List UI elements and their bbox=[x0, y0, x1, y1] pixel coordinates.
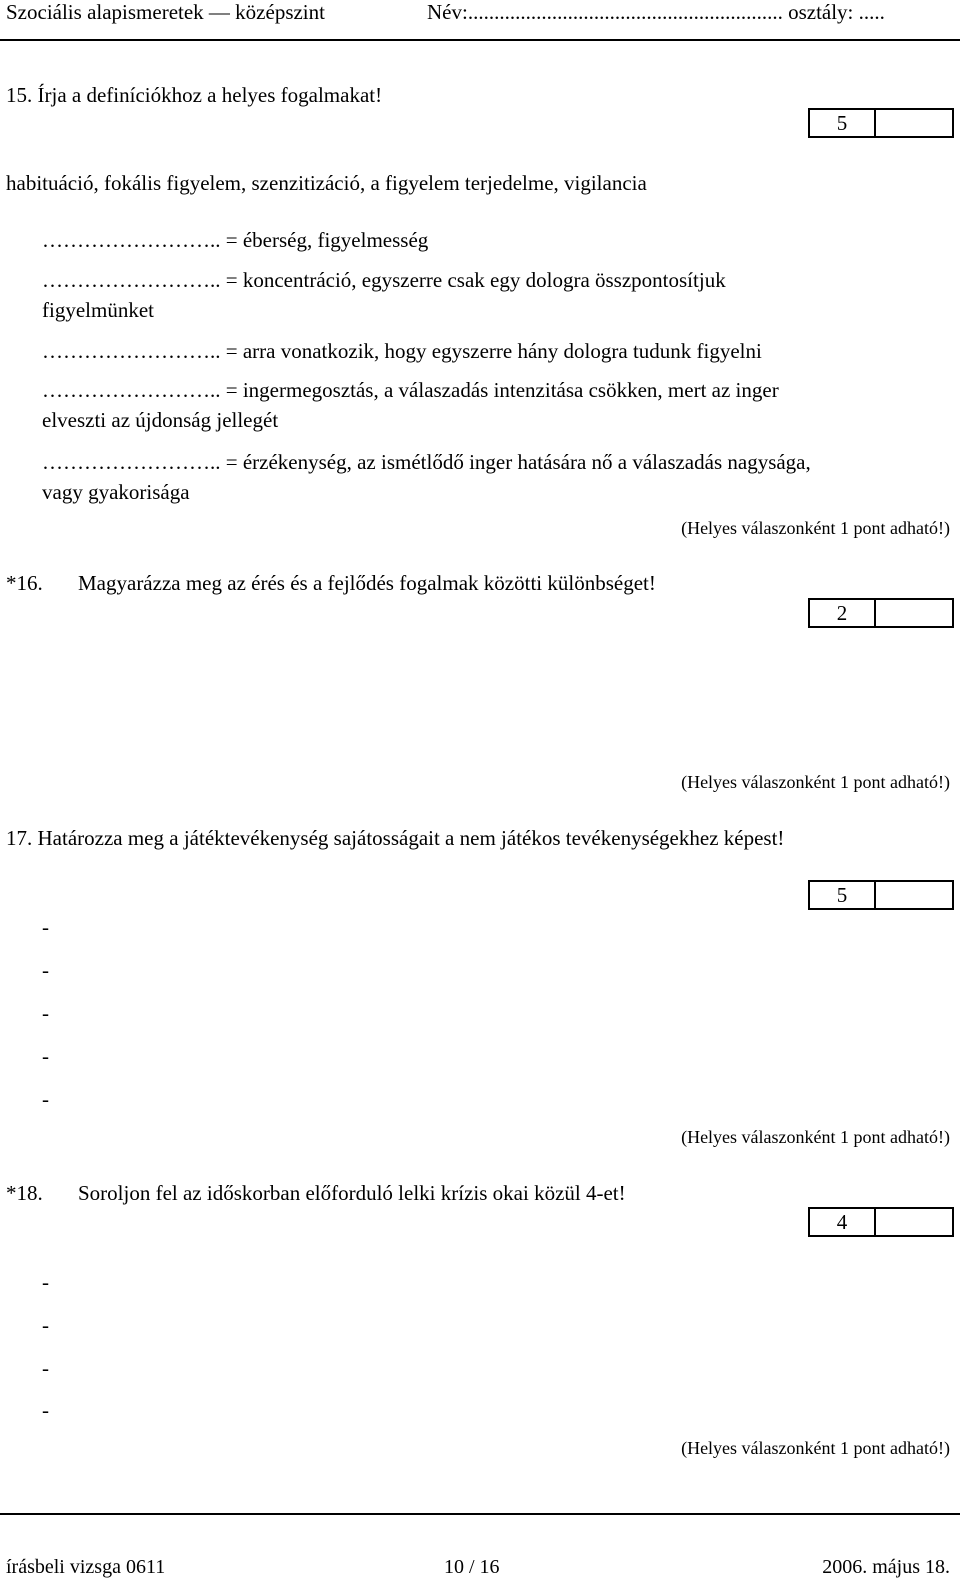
q17-answer-line-4[interactable]: - bbox=[42, 1044, 49, 1068]
q16-score-blank[interactable] bbox=[876, 600, 952, 626]
footer-page-number: 10 / 16 bbox=[444, 1556, 500, 1578]
q17-scoring-note: (Helyes válaszonként 1 pont adható!) bbox=[681, 1127, 950, 1147]
footer-date: 2006. május 18. bbox=[822, 1556, 950, 1578]
q18-scoring-note: (Helyes válaszonként 1 pont adható!) bbox=[681, 1438, 950, 1458]
q18-answer-line-1[interactable]: - bbox=[42, 1270, 49, 1294]
header-name-field: Név:............................................................ osztály: ..... bbox=[427, 0, 885, 24]
q17-title: 17. Határozza meg a játéktevékenység sajátosságait a nem játékos tevékenységekhez képest! bbox=[6, 826, 785, 850]
q17-answer-line-3[interactable]: - bbox=[42, 1001, 49, 1025]
q15-item-4-cont: elveszti az újdonság jellegét bbox=[42, 408, 279, 432]
q15-title: 15. Írja a definíciókhoz a helyes fogalmakat! bbox=[6, 83, 383, 107]
q15-item-2[interactable]: …………………….. = koncentráció, egyszerre csak egy dologra összpontosítjuk bbox=[42, 268, 726, 292]
q15-item-4[interactable]: …………………….. = ingermegosztás, a válaszadás intenzitása csökken, mert az inger bbox=[42, 378, 779, 402]
q17-answer-line-1[interactable]: - bbox=[42, 915, 49, 939]
q15-word-bank: habituáció, fokális figyelem, szenzitizáció, a figyelem terjedelme, vigilancia bbox=[6, 171, 647, 195]
q16-points: 2 bbox=[810, 600, 876, 626]
q15-item-2-cont: figyelmünket bbox=[42, 298, 154, 322]
q15-item-5-cont: vagy gyakorisága bbox=[42, 480, 190, 504]
q15-score-box bbox=[808, 108, 954, 138]
header-rule bbox=[0, 39, 960, 41]
q17-answer-line-5[interactable]: - bbox=[42, 1087, 49, 1111]
q18-number: *18. bbox=[6, 1181, 43, 1205]
q16-number: *16. bbox=[6, 571, 43, 595]
q16-answer-area[interactable] bbox=[42, 640, 802, 760]
q18-answer-line-3[interactable]: - bbox=[42, 1356, 49, 1380]
q17-answer-line-2[interactable]: - bbox=[42, 958, 49, 982]
q16-title: Magyarázza meg az érés és a fejlődés fogalmak közötti különbséget! bbox=[78, 571, 656, 595]
q17-score-box bbox=[808, 880, 954, 910]
q15-score-blank[interactable] bbox=[876, 110, 952, 136]
q18-title: Soroljon fel az időskorban előforduló lelki krízis okai közül 4-et! bbox=[78, 1181, 626, 1205]
q16-score-box bbox=[808, 598, 954, 628]
q15-points: 5 bbox=[810, 110, 876, 136]
q15-item-5[interactable]: …………………….. = érzékenység, az ismétlődő inger hatására nő a válaszadás nagysága, bbox=[42, 450, 811, 474]
header-subject: Szociális alapismeretek — középszint bbox=[6, 0, 325, 24]
q15-item-1[interactable]: …………………….. = éberség, figyelmesség bbox=[42, 228, 429, 252]
q16-scoring-note: (Helyes válaszonként 1 pont adható!) bbox=[681, 772, 950, 792]
q15-scoring-note: (Helyes válaszonként 1 pont adható!) bbox=[681, 518, 950, 538]
q18-score-box bbox=[808, 1207, 954, 1237]
q15-item-3[interactable]: …………………….. = arra vonatkozik, hogy egyszerre hány dologra tudunk figyelni bbox=[42, 339, 762, 363]
q18-points: 4 bbox=[810, 1209, 876, 1235]
q17-score-blank[interactable] bbox=[876, 882, 952, 908]
q18-answer-line-2[interactable]: - bbox=[42, 1313, 49, 1337]
q18-score-blank[interactable] bbox=[876, 1209, 952, 1235]
footer-exam-code: írásbeli vizsga 0611 bbox=[6, 1556, 166, 1578]
q18-answer-line-4[interactable]: - bbox=[42, 1398, 49, 1422]
footer-rule bbox=[0, 1513, 960, 1515]
q17-points: 5 bbox=[810, 882, 876, 908]
